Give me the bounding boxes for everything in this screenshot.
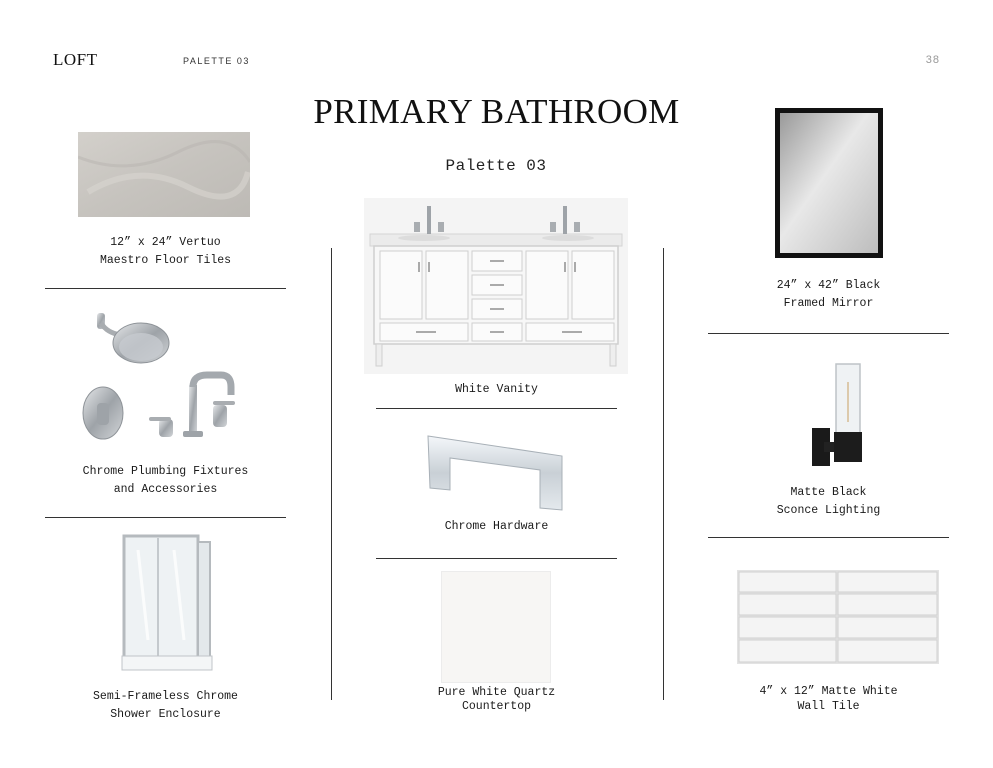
palette-subtitle: Palette 03 [445, 157, 547, 175]
plumbing-caption: Chrome Plumbing Fixtures and Accessories [82, 465, 249, 496]
page-title: PRIMARY BATHROOM [313, 92, 680, 131]
white-vanity-image [364, 198, 628, 374]
floor-tile-image [78, 132, 250, 217]
black-framed-mirror-image [774, 107, 884, 259]
divider-vertical-left [331, 248, 332, 700]
mirror-caption: 24” x 42” Black Framed Mirror [776, 279, 881, 310]
divider-right-1 [708, 333, 949, 334]
sconce-caption: Matte Black Sconce Lighting [776, 486, 881, 517]
wall-tile-image [737, 570, 939, 664]
shower-enclosure-image [118, 530, 214, 675]
divider-vertical-right [663, 248, 664, 700]
divider-left-1 [45, 288, 286, 289]
shower-caption: Semi-Frameless Chrome Shower Enclosure [93, 690, 238, 721]
vanity-caption: White Vanity [455, 383, 538, 396]
hardware-caption: Chrome Hardware [444, 520, 549, 533]
sconce-lighting-image [808, 362, 868, 472]
wall-tile-caption: 4” x 12” Matte White Wall Tile [759, 685, 898, 713]
brand-logo-text: LOFT [53, 50, 98, 69]
divider-right-2 [708, 537, 949, 538]
header-palette-label: PALETTE 03 [183, 56, 250, 66]
divider-left-2 [45, 517, 286, 518]
floor-tile-caption: 12” x 24” Vertuo Maestro Floor Tiles [99, 236, 232, 267]
page-number: 38 [925, 54, 940, 66]
divider-center-1 [376, 408, 617, 409]
plumbing-fixtures-image [75, 305, 245, 450]
countertop-caption: Pure White Quartz Countertop [437, 686, 556, 713]
divider-center-2 [376, 558, 617, 559]
chrome-hardware-image [424, 428, 566, 514]
quartz-countertop-swatch [441, 571, 551, 683]
